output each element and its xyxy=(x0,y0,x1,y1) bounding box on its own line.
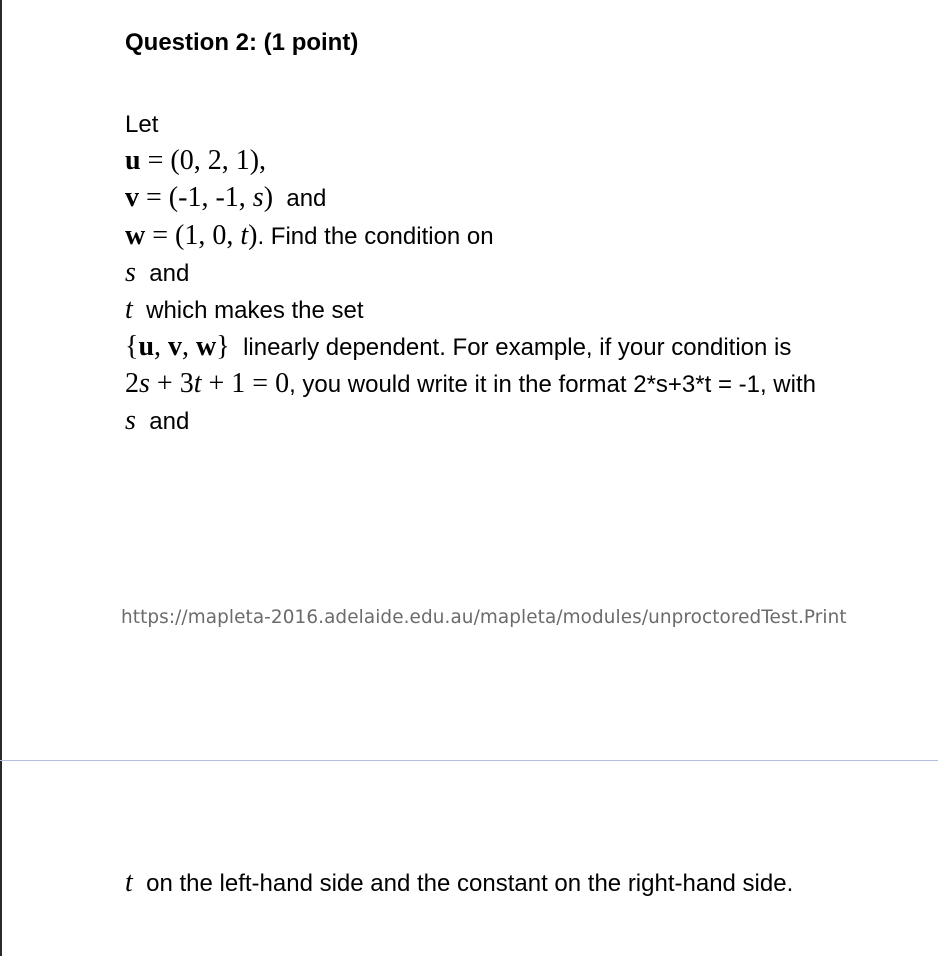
w-definition xyxy=(125,221,494,252)
s2-and-text: and xyxy=(149,408,190,435)
set-v-symbol: v xyxy=(168,331,183,362)
set-comma-1: , xyxy=(154,331,169,362)
v-and-text: and xyxy=(286,185,327,212)
w-value: (1, 0, xyxy=(175,220,241,251)
page-left-border xyxy=(0,0,2,956)
set-u-symbol: u xyxy=(138,331,155,362)
s-variable: s xyxy=(125,257,136,288)
t2-after-text: on the left-hand side and the constant on the right-hand side. xyxy=(146,870,794,897)
u-value: (0, 2, 1), xyxy=(170,145,267,176)
ex-plus-3 xyxy=(150,368,194,399)
set-w-symbol: w xyxy=(196,331,217,362)
u-equals: = xyxy=(140,145,171,176)
page-break-line xyxy=(0,760,938,761)
set-open-brace: { xyxy=(125,331,139,362)
t2-line xyxy=(125,868,793,899)
v-definition xyxy=(125,183,326,214)
set-after-text: linearly dependent. For example, if your condition is xyxy=(243,334,792,361)
intro-line xyxy=(125,110,158,140)
t-variable: t xyxy=(125,294,133,325)
ex-rest xyxy=(201,368,289,399)
w-vector-symbol: w xyxy=(125,220,146,251)
s2-line xyxy=(125,406,189,437)
ex-coef1: 2 xyxy=(125,368,139,399)
ex-plus-3-text: + 3 xyxy=(156,368,194,399)
u-definition xyxy=(125,146,266,177)
s-and-text: and xyxy=(149,260,190,287)
question-title: Question 2: (1 point) xyxy=(125,29,359,56)
v-close-paren: ) xyxy=(263,182,274,213)
s-line xyxy=(125,258,189,289)
ex-rest-text: + 1 = 0 xyxy=(208,368,290,399)
s2-variable: s xyxy=(125,405,136,436)
v-vector-symbol: v xyxy=(125,182,139,213)
example-line xyxy=(125,369,816,400)
intro-text: Let xyxy=(125,111,159,138)
ex-after-text: , you would write it in the format 2*s+3*t = -1, with xyxy=(289,371,816,398)
w-close-paren: ) xyxy=(248,220,258,251)
set-line xyxy=(125,332,791,363)
w-after-text: . Find the condition on xyxy=(257,223,494,250)
print-url-footer: https://mapleta-2016.adelaide.edu.au/mapleta/modules/unproctoredTest.Print xyxy=(121,607,847,628)
set-close-brace: } xyxy=(216,331,230,362)
v-s-variable: s xyxy=(252,182,264,213)
w-t-variable: t xyxy=(240,220,249,251)
ex-s-variable: s xyxy=(139,368,150,399)
u-vector-symbol: u xyxy=(125,145,141,176)
v-equals: = xyxy=(139,182,169,213)
w-equals: = xyxy=(145,220,176,251)
t-which-text: which makes the set xyxy=(146,297,364,324)
t2-variable: t xyxy=(125,867,133,898)
set-comma-2: , xyxy=(182,331,197,362)
t-line xyxy=(125,295,364,326)
v-value: (-1, -1, xyxy=(168,182,253,213)
ex-t-variable: t xyxy=(193,368,202,399)
